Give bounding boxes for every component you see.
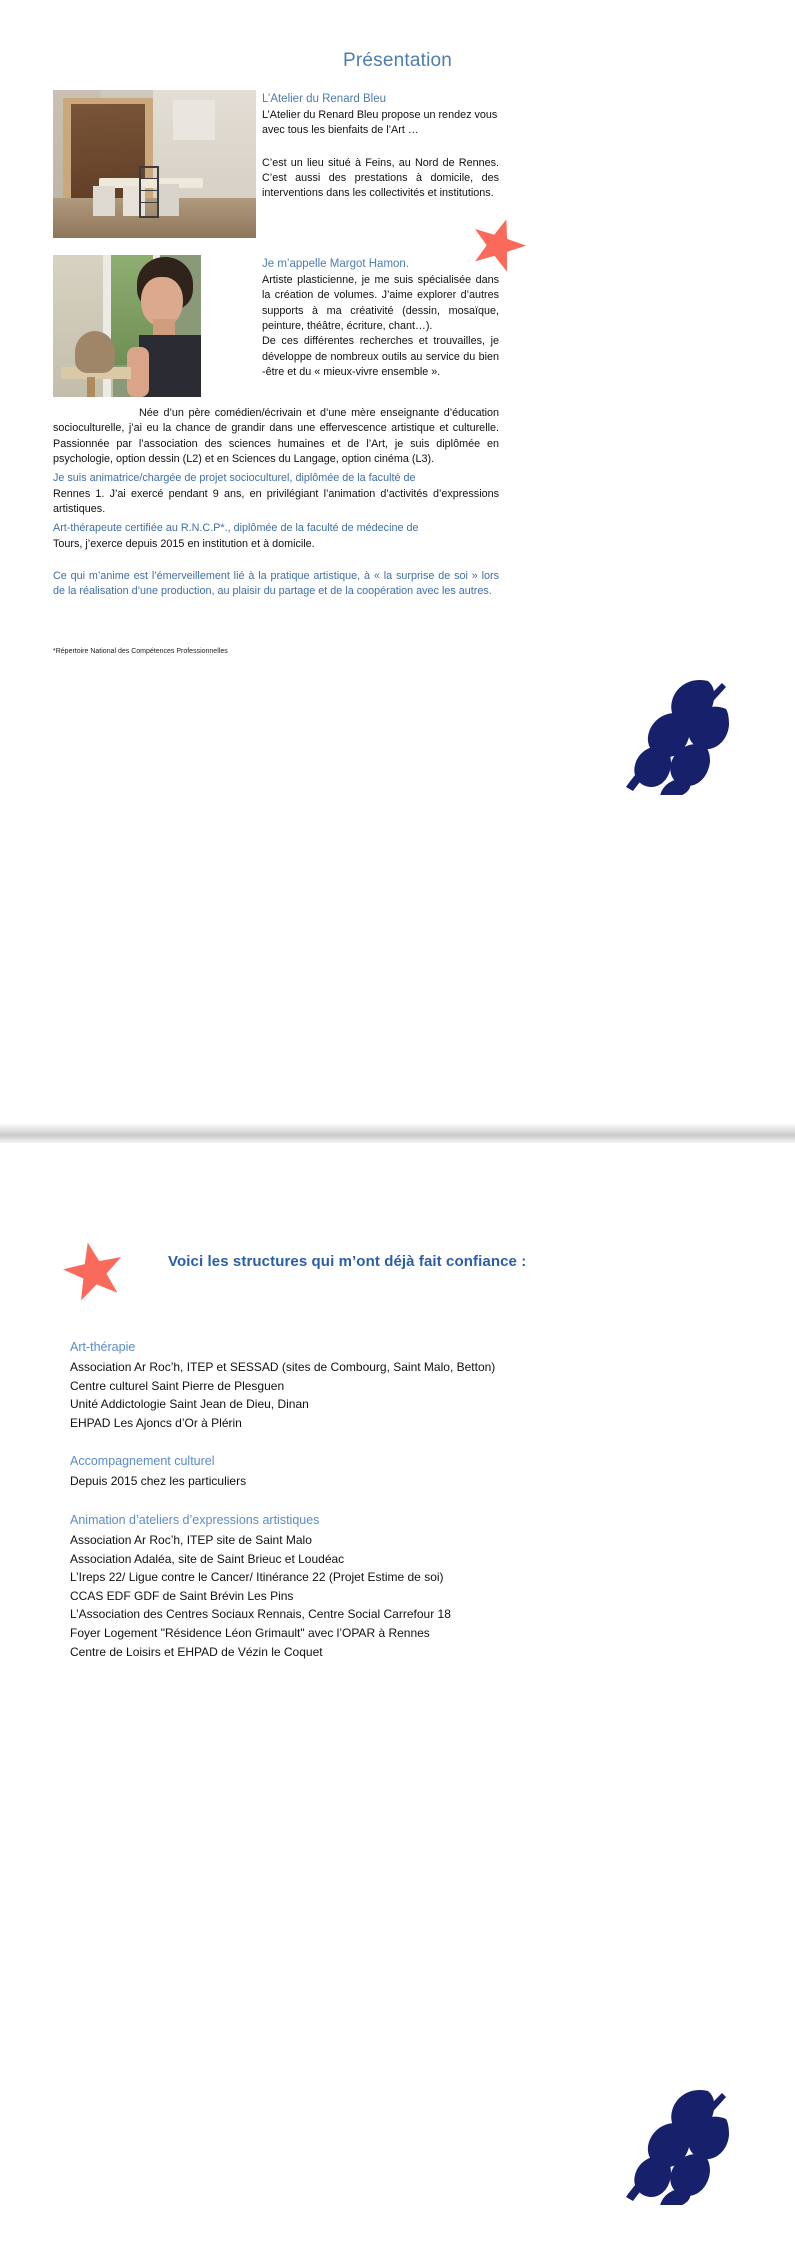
- margot-heading: Je m’appelle Margot Hamon.: [262, 258, 410, 270]
- bio-line-blue-2: Art-thérapeute certifiée au R.N.C.P*., diplômée de la faculté de médecine de: [53, 522, 419, 535]
- list-item: Association Ar Roc’h, ITEP site de Saint Malo: [70, 1532, 312, 1547]
- structures-section: [70, 1340, 730, 1661]
- structures-heading: Voici les structures qui m’ont déjà fait confiance :: [168, 1253, 527, 1270]
- list-item: Foyer Logement "Résidence Léon Grimault" avec l’OPAR à Rennes: [70, 1625, 430, 1640]
- list-item: Centre culturel Saint Pierre de Plesguen: [70, 1378, 285, 1393]
- list-item: L’Association des Centres Sociaux Rennais, Centre Social Carrefour 18: [70, 1607, 451, 1622]
- artist-sculpting-portrait-photo: [53, 255, 201, 397]
- page-title: Présentation: [342, 50, 453, 71]
- footnote-block: [53, 648, 499, 655]
- biography-block: [53, 406, 499, 600]
- margot-intro-block: [262, 258, 499, 380]
- atelier-paragraph-1: L’Atelier du Renard Bleu propose un rendez vous avec tous les bienfaits de l’Art …: [262, 109, 498, 137]
- list-item: Unité Addictologie Saint Jean de Dieu, Dinan: [70, 1397, 309, 1412]
- bio-closing-paragraph: Ce qui m’anime est l’émerveillement lié à la pratique artistique, à « la surprise de soi » lors de la réalisation d’une production, au plaisir du partage et de la coopération avec les autres.: [53, 569, 499, 598]
- category-label: Art-thérapie: [70, 1340, 136, 1354]
- list-item: Association Adaléa, site de Saint Brieuc et Loudéac: [70, 1551, 345, 1566]
- atelier-intro-block: [262, 93, 499, 202]
- leaf-branch-ornament: [600, 675, 730, 795]
- atelier-heading: L’Atelier du Renard Bleu: [262, 93, 387, 105]
- list-item: Association Ar Roc’h, ITEP et SESSAD (sites de Combourg, Saint Malo, Betton): [70, 1360, 496, 1374]
- list-item: Centre de Loisirs et EHPAD de Vézin le Coquet: [70, 1644, 323, 1659]
- structures-category-group: [70, 1513, 730, 1661]
- margot-paragraph-1: Artiste plasticienne, je me suis spécialisée dans la création de volumes. J’aime explorer d’autres supports à ma créativité (dessin, mosaïque, peinture, théâtre, écriture, chant…).: [262, 274, 499, 332]
- list-item: EHPAD Les Ajoncs d’Or à Plérin: [70, 1415, 242, 1430]
- category-label: Accompagnement culturel: [70, 1454, 215, 1469]
- bio-line-3: Tours, j’exerce depuis 2015 en institution et à domicile.: [53, 537, 315, 550]
- category-label: Animation d’ateliers d’expressions artistiques: [70, 1512, 320, 1527]
- bio-line-2: Rennes 1. J’ai exercé pendant 9 ans, en privilégiant l’animation d’activités d’expressions artistiques.: [53, 487, 499, 515]
- bio-paragraph-1: Née d’un père comédien/écrivain et d’une mère enseignante d’éducation socioculturelle, j’ai eu la chance de grandir dans une effervescence artistique et culturelle. Passionnée par l’association des sciences humaines et de l’Art, je suis diplômée en psychologie, option dessin (L2) et en Sciences du Langage, option cinéma (L3).: [53, 407, 499, 465]
- page-1: [0, 0, 795, 1123]
- list-item: CCAS EDF GDF de Saint Brévin Les Pins: [70, 1588, 294, 1603]
- margot-paragraph-2: De ces différentes recherches et trouvailles, je développe de nombreux outils au service du bien -être et du « mieux-vivre ensemble ».: [262, 335, 499, 378]
- structures-category-group: [70, 1454, 730, 1491]
- structures-category-group: [70, 1340, 730, 1432]
- list-item: L’Ireps 22/ Ligue contre le Cancer/ Itinérance 22 (Projet Estime de soi): [70, 1570, 444, 1585]
- leaf-branch-ornament: [600, 2085, 730, 2205]
- list-item: Depuis 2015 chez les particuliers: [70, 1474, 247, 1489]
- footnote-text: *Répertoire National des Compétences Professionnelles: [53, 648, 228, 655]
- atelier-paragraph-2: C’est un lieu situé à Feins, au Nord de Rennes. C’est aussi des prestations à domicile, des interventions dans les collectivités et institutions.: [262, 156, 499, 200]
- atelier-room-photo: [53, 90, 256, 238]
- page-separator: [0, 1123, 795, 1143]
- bio-line-blue-1: Je suis animatrice/chargée de projet socioculturel, diplômée de la faculté de: [53, 472, 416, 485]
